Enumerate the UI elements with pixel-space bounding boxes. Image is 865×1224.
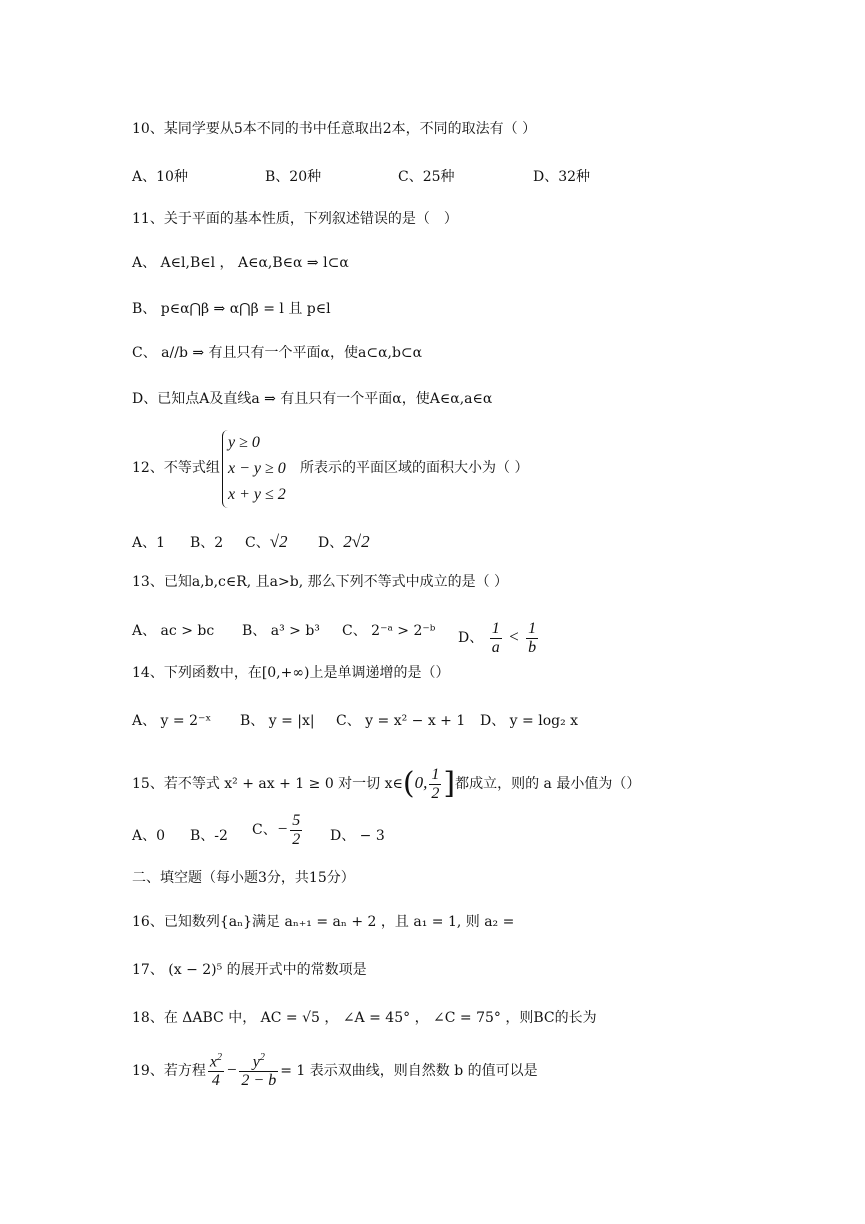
question-17: 17、 (x − 2)⁵ 的展开式中的常数项是 [132,962,367,978]
q12-option-d-value: 2√2 [343,532,370,551]
inequality-3: x + y ≤ 2 [228,486,286,503]
q13-option-d-label: D、 [458,630,484,647]
q15-option-b: B、-2 [190,828,228,844]
question-12-suffix: 所表示的平面区域的面积大小为（ ） [300,460,529,476]
fraction-x2-over-4: $\frac{x^2}{4}$ [209,1052,222,1089]
question-15-stem-part2: 都成立，则的 a 最小值为（） [455,776,641,793]
q10-option-a: A、10种 [132,169,188,185]
inequality-2: x − y ≥ 0 [228,460,286,477]
inequality-system [222,430,286,508]
q14-option-d: D、 y = log₂ x [480,713,579,729]
question-15-stem-part1: 15、若不等式 x² + ax + 1 ≥ 0 对一切 x∈ [132,776,403,793]
q15-option-a: A、0 [132,828,166,844]
q12-option-c-value: √2 [269,532,288,551]
question-19: 19、若方程 $\frac{x^2}{4}$ − $\frac{y^2}{2 - b}$ = 1 表示双曲线，则自然数 b 的值可以是 [132,1052,538,1089]
q13-option-b: B、 a³ > b³ [242,623,320,639]
q13-option-c: C、 2⁻ᵃ > 2⁻ᵇ [342,623,436,639]
question-11-stem: 11、关于平面的基本性质，下列叙述错误的是（ ） [132,211,458,227]
q14-option-a: A、 y = 2⁻ˣ [132,713,212,729]
q12-option-b: B、2 [190,535,224,551]
q12-option-c-label: C、 [245,535,270,551]
q11-option-b: B、 p∈α⋂β ⇒ α⋂β = l 且 p∈l [132,301,331,317]
question-19-prefix: 19、若方程 [132,1062,206,1079]
q11-option-a: A、 A∈l,B∈l ， A∈α,B∈α ⇒ l⊂α [132,255,349,271]
fraction-1-over-b: $\frac{1}{b}$ [528,620,537,656]
question-12-prefix: 12、不等式组 [132,460,220,476]
question-14-stem: 14、下列函数中，在[0,+∞)上是单调递增的是（） [132,665,450,681]
question-19-suffix: = 1 表示双曲线，则自然数 b 的值可以是 [280,1062,538,1079]
q12-option-d [318,532,370,552]
q12-option-a: A、1 [132,535,166,551]
question-13-stem: 13、已知a,b,c∈R, 且a>b, 那么下列不等式中成立的是（ ） [132,574,509,590]
q13-option-d: D、 $\frac{1}{a}$ < $\frac{1}{b}$ [458,620,537,656]
q10-option-c: C、25种 [398,169,455,185]
q15-option-c: C、− $\frac{5}{2}$ [252,812,301,848]
inequality-1: y ≥ 0 [228,434,260,451]
section-2-heading: 二、填空题（每小题3分，共15分） [132,870,355,886]
q15-option-d: D、 − 3 [330,828,385,844]
q13-option-a: A、 ac > bc [132,623,215,639]
q11-option-d: D、已知点A及直线a ⇒ 有且只有一个平面α，使A∈α,a∈α [132,391,493,407]
q12-option-d-label: D、 [318,535,344,551]
fraction-y2-over-2-minus-b: $\frac{y^2}{2 - b}$ [241,1052,277,1089]
question-10-stem: 10、某同学要从5本不同的书中任意取出2本，不同的取法有（ ） [132,121,537,137]
q14-option-c: C、 y = x² − x + 1 [336,713,466,729]
question-18: 18、在 ΔABC 中， AC = √5 ， ∠A = 45° ， ∠C = 75° ，则BC的长为 [132,1010,597,1026]
q10-option-b: B、20种 [265,169,322,185]
fraction-1-over-a: $\frac{1}{a}$ [491,620,500,656]
fraction-1-over-2: $\frac{1}{2}$ [431,766,440,802]
q14-option-b: B、 y = |x| [240,713,315,729]
q10-option-d: D、32种 [533,169,591,185]
q15-option-c-label: C、 [252,822,277,839]
question-15-stem: 15、若不等式 x² + ax + 1 ≥ 0 对一切 x∈(0, $\frac{1}{2}$ ]都成立，则的 a 最小值为（） [132,766,641,802]
q11-option-c: C、 a//b ⇒ 有且只有一个平面α，使a⊂α,b⊂α [132,345,423,361]
q12-option-c [245,532,288,552]
fraction-5-over-2: $\frac{5}{2}$ [292,812,301,848]
question-16: 16、已知数列{aₙ}满足 aₙ₊₁ = aₙ + 2 ，且 a₁ = 1, 则 a₂ = [132,914,515,930]
